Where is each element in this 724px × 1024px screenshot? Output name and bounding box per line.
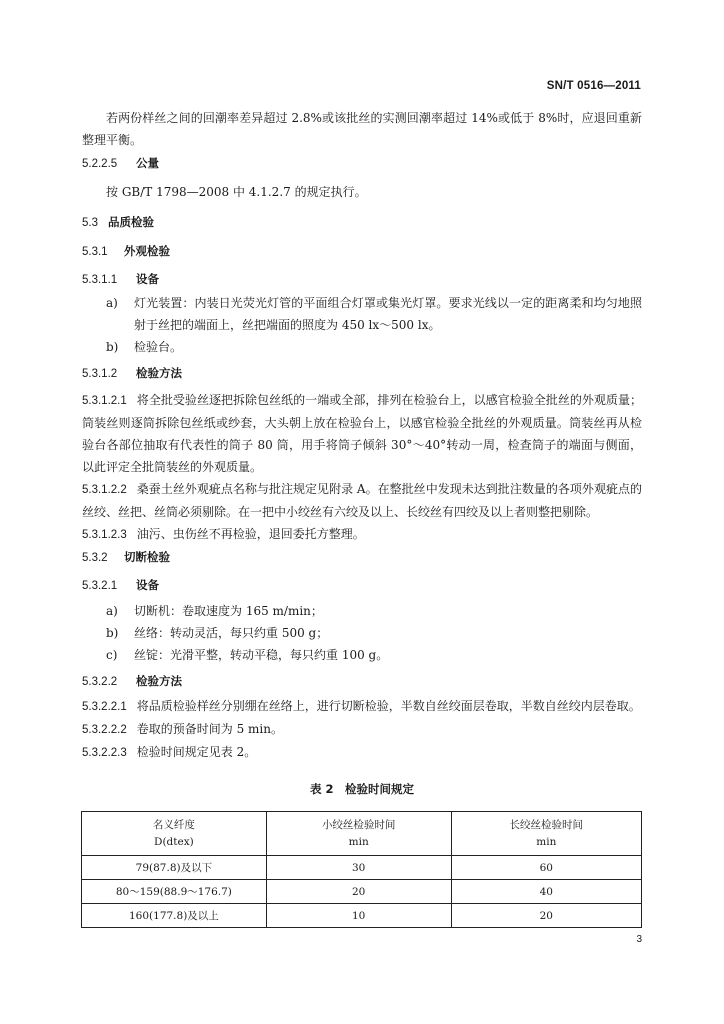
list-item [82, 600, 642, 622]
standard-code: SN/T 0516—2011 [546, 80, 641, 92]
clause-number: 5.3.2.2.1 [82, 701, 127, 713]
section-number: 5.3.2.1 [82, 580, 118, 592]
table-cell: 80～159(88.9～176.7) [82, 880, 267, 904]
section-title: 检验方法 [136, 674, 182, 688]
item-text: 灯光装置：内装日光荧光灯管的平面组合灯罩或集光灯罩。要求光线以一定的距离柔和均匀地照射于丝把的端面上，丝把端面的照度为 450 lx～500 lx。 [134, 296, 642, 332]
item-text: 丝锭：光滑平整，转动平稳，每只约重 100 g。 [134, 648, 389, 662]
item-marker: a) [106, 604, 118, 618]
section-number: 5.2.2.5 [82, 158, 118, 170]
table-header-cell [82, 812, 267, 856]
table-cell: 20 [266, 880, 451, 904]
section-5-3-2-2 [82, 670, 642, 693]
section-5-3-2-1 [82, 574, 642, 597]
section-5-3-2 [82, 546, 642, 569]
clause-text: 桑蚕土丝外观疵点名称与批注规定见附录 A。在整批丝中发现未达到批注数量的各项外观疵点的丝绞、丝把、丝筒必须剔除。在一把中小绞丝有六绞及以上、长绞丝有四绞及以上者则整把剔除。 [82, 482, 642, 519]
page-number: 3 [636, 934, 642, 945]
clause-number: 5.3.1.2.3 [82, 529, 127, 541]
item-marker: c) [106, 648, 118, 662]
list-item [82, 622, 642, 644]
section-5-3-1-1 [82, 268, 642, 291]
item-marker: a) [106, 296, 118, 310]
section-number: 5.3.2 [82, 552, 108, 564]
table-cell: 40 [451, 880, 641, 904]
section-title: 设备 [136, 578, 159, 592]
item-text: 丝络：转动灵活，每只约重 500 g； [134, 626, 329, 640]
section-title: 设备 [136, 272, 159, 286]
header-line-2: min [348, 835, 369, 848]
inspection-time-table [81, 811, 642, 928]
clause-number: 5.3.2.2.3 [82, 747, 127, 759]
clause-number: 5.3.2.2.2 [82, 724, 127, 736]
section-title: 公量 [136, 156, 159, 170]
section-number: 5.3 [82, 217, 98, 229]
clause-number: 5.3.1.2.2 [82, 484, 127, 496]
clause-5-3-2-2-1 [82, 695, 642, 718]
table-row [82, 880, 642, 904]
clause-5-3-1-2-2 [82, 478, 642, 523]
section-heading [82, 268, 642, 291]
section-5-3 [82, 211, 642, 234]
list-item [82, 292, 642, 336]
equipment-list-2 [82, 600, 642, 666]
section-title: 外观检验 [124, 244, 170, 258]
clause-5-3-2-2-3 [82, 741, 642, 764]
clause-number: 5.3.1.2.1 [82, 395, 127, 407]
clause-5-3-2-2-2 [82, 718, 642, 741]
table-row [82, 856, 642, 880]
section-number: 5.3.1.2 [82, 368, 118, 380]
header-line-2: min [536, 835, 557, 848]
table-header-cell [451, 812, 641, 856]
method-block-1 [82, 389, 642, 546]
clause-text: 油污、虫伤丝不再检验，退回委托方整理。 [136, 527, 365, 541]
table-cell: 30 [266, 856, 451, 880]
section-heading [82, 152, 642, 175]
header-line-2: D(dtex) [154, 835, 194, 848]
section-title: 切断检验 [124, 550, 170, 564]
section-title: 检验方法 [136, 366, 182, 380]
table-row [82, 904, 642, 928]
section-heading [82, 211, 642, 234]
method-block-2 [82, 695, 642, 764]
section-5-3-1-2 [82, 362, 642, 385]
section-title: 品质检验 [108, 215, 154, 229]
clause-text: 检验时间规定见表 2。 [136, 745, 257, 759]
table-cell: 160(177.8)及以上 [82, 904, 267, 928]
clause-5-3-1-2-1 [82, 389, 642, 478]
section-number: 5.3.1 [82, 246, 108, 258]
clause-text: 将品质检验样丝分别绷在丝络上，进行切断检验，半数自丝绞面层卷取，半数自丝绞内层卷取。 [136, 699, 641, 713]
header-line-1: 名义纤度 [152, 818, 195, 831]
header-line-1: 长绞丝检验时间 [509, 818, 584, 831]
intro-paragraph: 若两份样丝之间的回潮率差异超过 2.8%或该批丝的实测回潮率超过 14%或低于 8%时，应退回重新整理平衡。 [82, 111, 642, 147]
section-heading [82, 362, 642, 385]
item-text: 检验台。 [134, 340, 183, 354]
table-cell: 79(87.8)及以下 [82, 856, 267, 880]
item-text: 切断机：卷取速度为 165 m/min； [134, 604, 323, 618]
clause-text: 将全批受验丝逐把拆除包丝纸的一端或全部，排列在检验台上，以感官检验全批丝的外观质量；筒装丝则逐筒拆除包丝纸或纱套，大头朝上放在检验台上，以感官检验全批丝的外观质量。筒装丝再从检验台各部位抽取有代表性的筒子 80 筒，用手将筒子倾斜 30°～40°转动一周，检查筒子的端面与侧面，以此评定全批筒装丝的外观质量。 [82, 393, 642, 474]
section-heading [82, 546, 642, 569]
section-number: 5.3.2.2 [82, 676, 118, 688]
table-cell: 60 [451, 856, 641, 880]
list-item [82, 644, 642, 666]
clause-5-3-1-2-3 [82, 523, 642, 546]
section-heading [82, 240, 642, 263]
item-marker: b) [106, 626, 119, 640]
section-number: 5.3.1.1 [82, 274, 118, 286]
equipment-list-1 [82, 292, 642, 358]
section-5-2-2-5-body [82, 181, 642, 203]
table-cell: 20 [451, 904, 641, 928]
list-item [82, 336, 642, 358]
item-marker: b) [106, 340, 119, 354]
table-header-row [82, 812, 642, 856]
section-heading [82, 574, 642, 597]
paragraph: 按 GB/T 1798—2008 中 4.1.2.7 的规定执行。 [106, 185, 367, 199]
table-title: 表 2 检验时间规定 [309, 782, 414, 796]
intro-block [82, 107, 642, 151]
clause-text: 卷取的预备时间为 5 min。 [136, 722, 283, 736]
section-heading [82, 670, 642, 693]
section-5-3-1 [82, 240, 642, 263]
header-line-1: 小绞丝检验时间 [321, 818, 396, 831]
table-header-cell [266, 812, 451, 856]
section-5-2-2-5 [82, 152, 642, 175]
table-cell: 10 [266, 904, 451, 928]
